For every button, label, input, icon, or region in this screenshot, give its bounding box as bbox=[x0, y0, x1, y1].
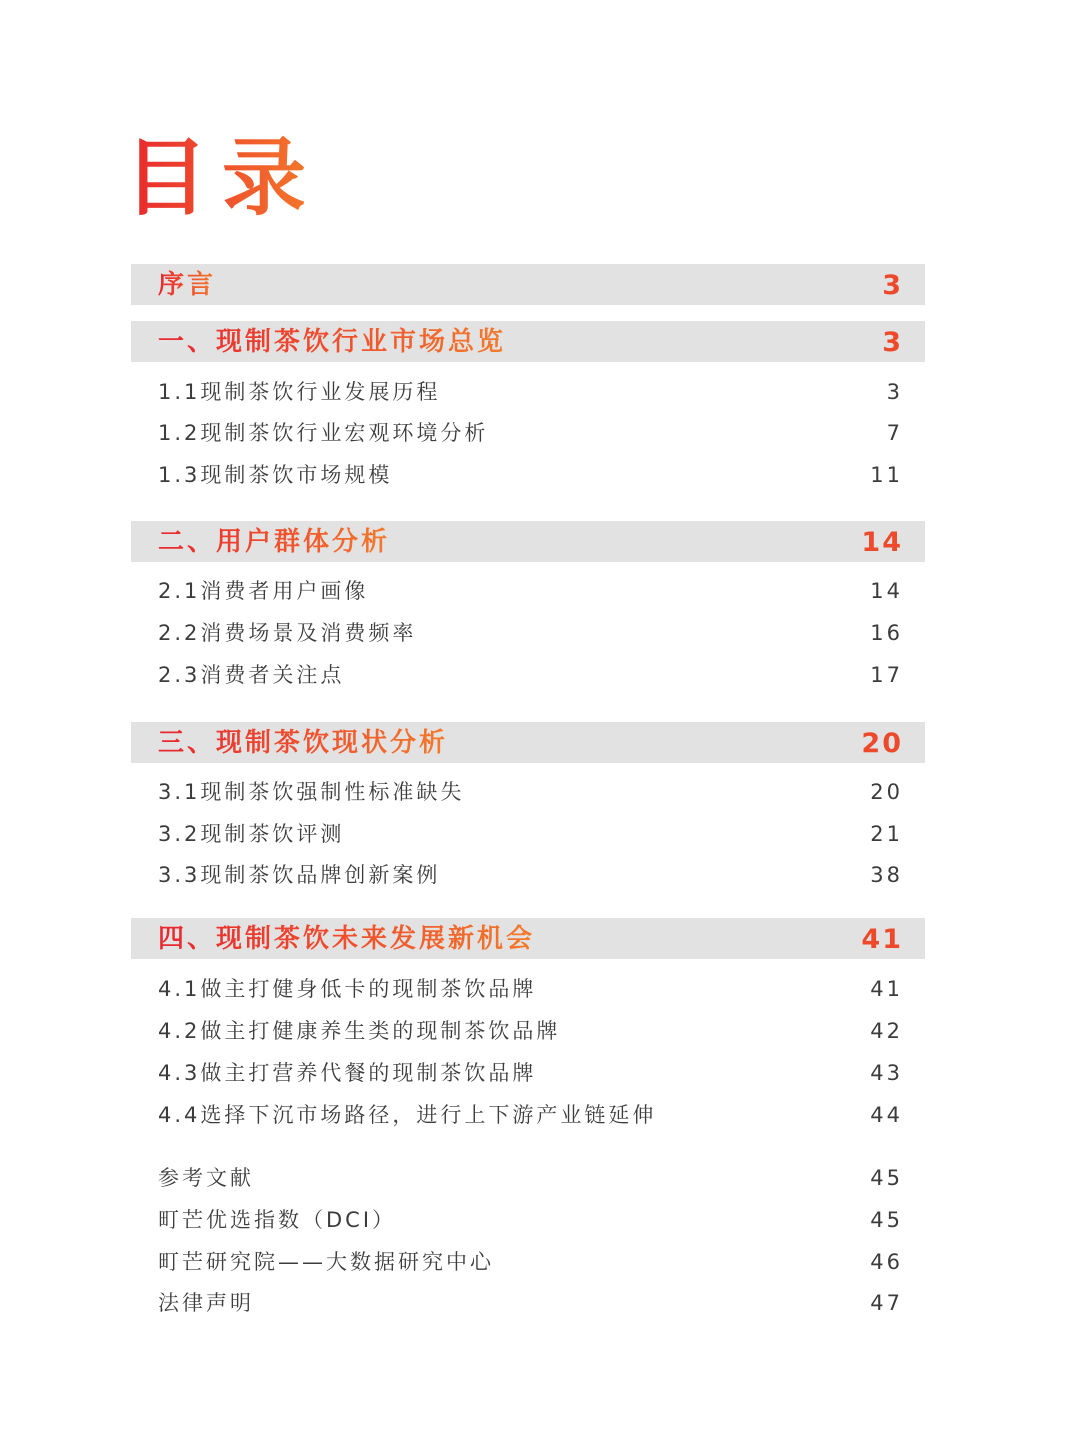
toc-entry-3-2[interactable] bbox=[131, 815, 925, 853]
toc-entry-1-3[interactable] bbox=[131, 456, 925, 494]
toc-entry-4-3[interactable] bbox=[131, 1054, 925, 1092]
toc-entry-4-1[interactable] bbox=[131, 970, 925, 1008]
section-page-number: 41 bbox=[861, 924, 903, 955]
entry-title: 1.3现制茶饮市场规模 bbox=[158, 463, 393, 487]
toc-entry-4-4[interactable] bbox=[131, 1096, 925, 1134]
toc-appendix-research[interactable] bbox=[131, 1243, 925, 1281]
entry-title: 4.2做主打健康养生类的现制茶饮品牌 bbox=[158, 1019, 561, 1043]
section-title: 一、现制茶饮行业市场总览 bbox=[158, 321, 506, 364]
entry-title: 4.1做主打健身低卡的现制茶饮品牌 bbox=[158, 977, 537, 1001]
toc-entry-3-3[interactable] bbox=[131, 856, 925, 894]
section-header-3[interactable] bbox=[131, 722, 925, 763]
entry-page-number: 45 bbox=[870, 1208, 903, 1232]
toc-entry-3-1[interactable] bbox=[131, 773, 925, 811]
section-header-4[interactable] bbox=[131, 918, 925, 959]
entry-title: 町芒研究院——大数据研究中心 bbox=[158, 1250, 494, 1274]
entry-title: 法律声明 bbox=[158, 1291, 254, 1315]
entry-title: 4.4选择下沉市场路径，进行上下游产业链延伸 bbox=[158, 1103, 657, 1127]
entry-page-number: 38 bbox=[870, 863, 903, 887]
section-header-1[interactable] bbox=[131, 321, 925, 362]
entry-page-number: 21 bbox=[870, 822, 903, 846]
entry-title: 2.3消费者关注点 bbox=[158, 663, 345, 687]
entry-page-number: 41 bbox=[870, 977, 903, 1001]
entry-title: 2.2消费场景及消费频率 bbox=[158, 621, 417, 645]
toc-appendix-dci[interactable] bbox=[131, 1201, 925, 1239]
section-page-number: 20 bbox=[861, 728, 903, 759]
entry-title: 1.2现制茶饮行业宏观环境分析 bbox=[158, 421, 489, 445]
section-header-preface[interactable] bbox=[131, 264, 925, 305]
entry-title: 町芒优选指数（DCI） bbox=[158, 1208, 397, 1232]
toc-entry-1-1[interactable] bbox=[131, 373, 925, 411]
entry-title: 3.3现制茶饮品牌创新案例 bbox=[158, 863, 441, 887]
toc-appendix-references[interactable] bbox=[131, 1159, 925, 1197]
toc-entry-2-2[interactable] bbox=[131, 614, 925, 652]
section-title: 三、现制茶饮现状分析 bbox=[158, 722, 448, 765]
section-title: 二、用户群体分析 bbox=[158, 521, 390, 564]
entry-page-number: 46 bbox=[870, 1250, 903, 1274]
section-header-2[interactable] bbox=[131, 521, 925, 562]
entry-page-number: 14 bbox=[870, 579, 903, 603]
page-title: 目录 bbox=[124, 129, 321, 227]
entry-page-number: 20 bbox=[870, 780, 903, 804]
entry-title: 参考文献 bbox=[158, 1166, 254, 1190]
entry-page-number: 42 bbox=[870, 1019, 903, 1043]
section-page-number: 3 bbox=[882, 270, 903, 301]
toc-entry-1-2[interactable] bbox=[131, 414, 925, 452]
entry-title: 4.3做主打营养代餐的现制茶饮品牌 bbox=[158, 1061, 537, 1085]
toc-entry-2-3[interactable] bbox=[131, 656, 925, 694]
entry-title: 2.1消费者用户画像 bbox=[158, 579, 369, 603]
entry-page-number: 43 bbox=[870, 1061, 903, 1085]
entry-page-number: 16 bbox=[870, 621, 903, 645]
entry-page-number: 3 bbox=[886, 380, 903, 404]
entry-page-number: 45 bbox=[870, 1166, 903, 1190]
entry-page-number: 47 bbox=[870, 1291, 903, 1315]
entry-title: 3.2现制茶饮评测 bbox=[158, 822, 345, 846]
section-page-number: 3 bbox=[882, 327, 903, 358]
toc-appendix-legal[interactable] bbox=[131, 1284, 925, 1322]
entry-title: 3.1现制茶饮强制性标准缺失 bbox=[158, 780, 465, 804]
section-title: 序言 bbox=[158, 264, 216, 307]
toc-entry-2-1[interactable] bbox=[131, 572, 925, 610]
toc-entry-4-2[interactable] bbox=[131, 1012, 925, 1050]
entry-page-number: 7 bbox=[886, 421, 903, 445]
section-title: 四、现制茶饮未来发展新机会 bbox=[158, 918, 535, 961]
entry-page-number: 44 bbox=[870, 1103, 903, 1127]
entry-page-number: 11 bbox=[870, 463, 903, 487]
entry-page-number: 17 bbox=[870, 663, 903, 687]
section-page-number: 14 bbox=[861, 527, 903, 558]
entry-title: 1.1现制茶饮行业发展历程 bbox=[158, 380, 441, 404]
